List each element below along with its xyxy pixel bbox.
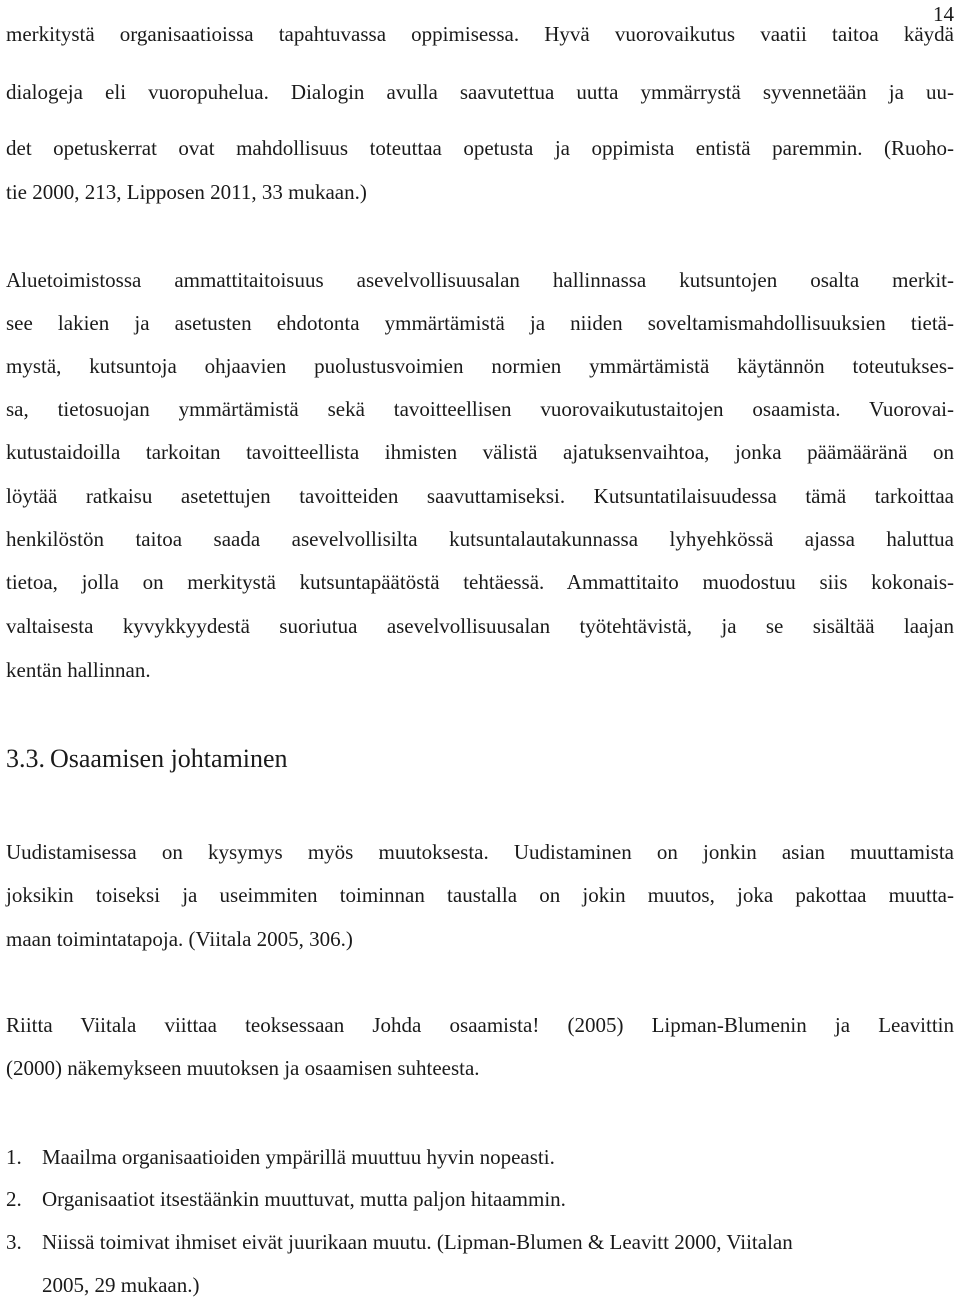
list-item: [6, 1230, 954, 1254]
text-line: tietoa, jolla on merkitystä kutsuntapäätöstä tehtäessä. Ammattitaito muodostuu siis kokonais-: [6, 570, 954, 594]
text-line: sa, tietosuojan ymmärtämistä sekä tavoitteellisen vuorovaikutustaitojen osaamista. Vuorovai-: [6, 397, 954, 421]
text-line: see lakien ja asetusten ehdotonta ymmärtämistä ja niiden soveltamismahdollisuuksien tietä-: [6, 311, 954, 335]
text-line: henkilöstön taitoa saada asevelvollisilta kutsuntalautakunnassa lyhyehkössä ajassa haluttua: [6, 527, 954, 551]
text-line: löytää ratkaisu asetettujen tavoitteiden saavuttamiseksi. Kutsuntatilaisuudessa tämä tarkoittaa: [6, 484, 954, 508]
text-line: Aluetoimistossa ammattitaitoisuus asevelvollisuusalan hallinnassa kutsuntojen osalta merkit-: [6, 268, 954, 292]
list-item-continuation: 2005, 29 mukaan.): [42, 1273, 200, 1297]
section-heading: [6, 744, 288, 774]
text-line: Riitta Viitala viittaa teoksessaan Johda osaamista! (2005) Lipman-Blumenin ja Leavittin: [6, 1013, 954, 1037]
text-line: tie 2000, 213, Lipposen 2011, 33 mukaan.): [6, 180, 367, 204]
list-item-text: Organisaatiot itsestäänkin muuttuvat, mutta paljon hitaammin.: [42, 1187, 566, 1211]
text-line: (2000) näkemykseen muutoksen ja osaamisen suhteesta.: [6, 1056, 480, 1080]
text-line: dialogeja eli vuoropuhelua. Dialogin avulla saavutettua uutta ymmärrystä syvennetään ja uu-: [6, 80, 954, 104]
list-marker: 1.: [6, 1145, 22, 1169]
text-line: det opetuskerrat ovat mahdollisuus toteuttaa opetusta ja oppimista entistä paremmin. (Ruoho-: [6, 136, 954, 160]
list-marker: 2.: [6, 1187, 22, 1211]
text-line: kentän hallinnan.: [6, 658, 151, 682]
list-item-text: Maailma organisaatioiden ympärillä muuttuu hyvin nopeasti.: [42, 1145, 555, 1169]
text-line: merkitystä organisaatioissa tapahtuvassa oppimisessa. Hyvä vuorovaikutus vaatii taitoa käydä: [6, 22, 954, 46]
text-line: kutustaidoilla tarkoitan tavoitteellista ihmisten välistä ajatuksenvaihtoa, jonka päämääränä on: [6, 440, 954, 464]
page-number: 14: [933, 2, 954, 26]
text-line: Uudistamisessa on kysymys myös muutoksesta. Uudistaminen on jonkin asian muuttamista: [6, 840, 954, 864]
section-title: Osaamisen johtaminen: [50, 744, 288, 773]
text-line: joksikin toiseksi ja useimmiten toiminnan taustalla on jokin muutos, joka pakottaa muutta-: [6, 883, 954, 907]
text-line: maan toimintatapoja. (Viitala 2005, 306.): [6, 927, 353, 951]
list-item-text: Niissä toimivat ihmiset eivät juurikaan muutu. (Lipman-Blumen & Leavitt 2000, Viitalan: [42, 1230, 793, 1254]
list-marker: 3.: [6, 1230, 22, 1254]
text-line: valtaisesta kyvykkyydestä suoriutua asevelvollisuusalan työtehtävistä, ja se sisältää laajan: [6, 614, 954, 638]
list-item: [6, 1145, 954, 1169]
section-number: 3.3.: [6, 744, 45, 773]
list-item: [6, 1187, 954, 1211]
text-line: mystä, kutsuntoja ohjaavien puolustusvoimien normien ymmärtämistä käytännön toteutukses-: [6, 354, 954, 378]
